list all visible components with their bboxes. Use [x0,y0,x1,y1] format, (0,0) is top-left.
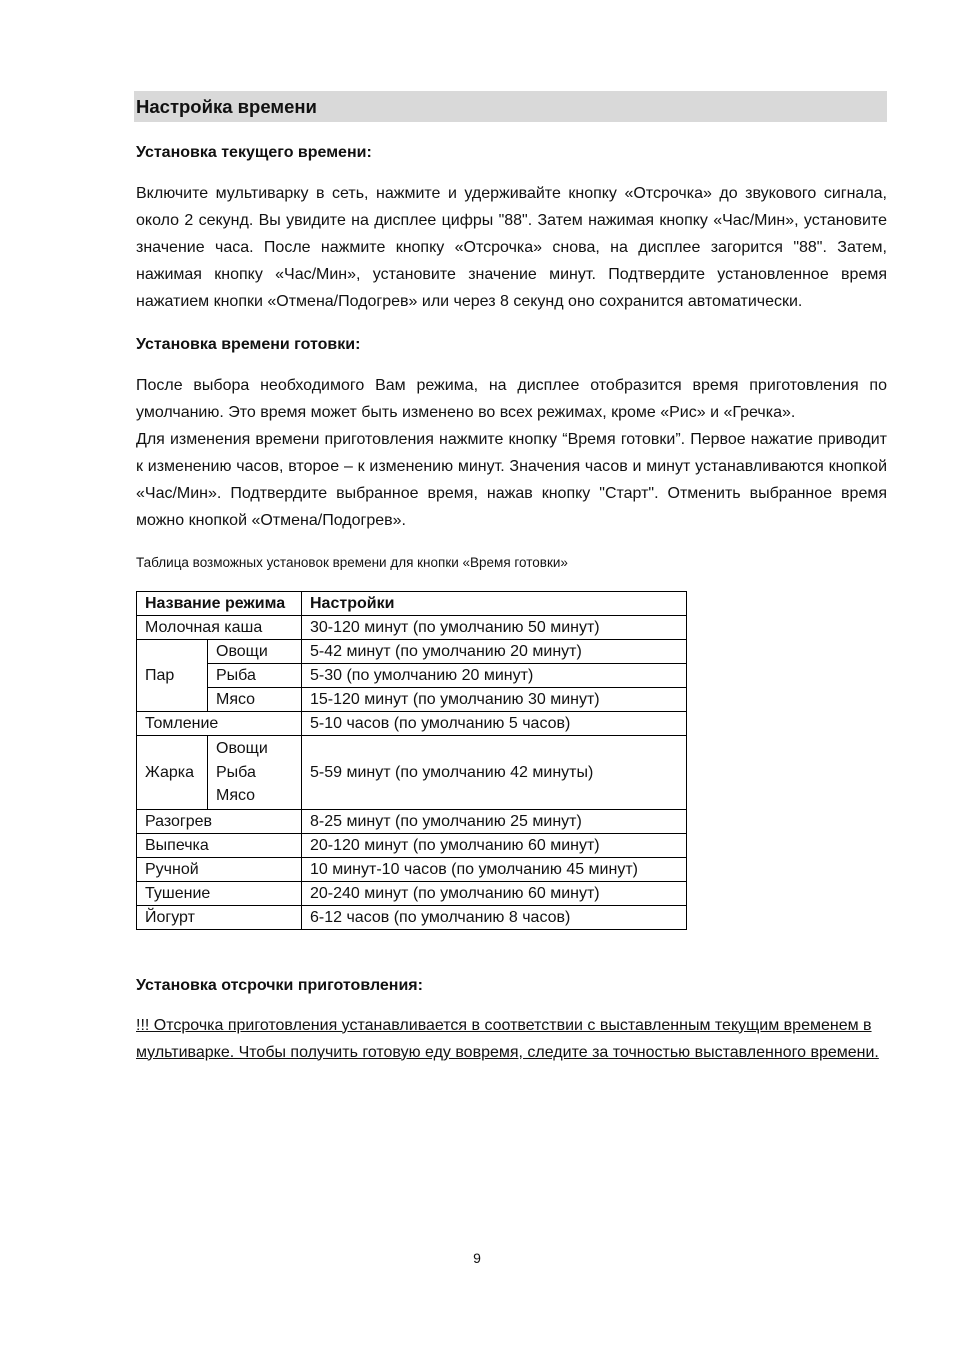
table-row [137,640,687,664]
table-row [137,712,687,736]
table-row [137,905,687,929]
mode-setting: 15-120 минут (по умолчанию 30 минут) [302,688,687,712]
table-caption: Таблица возможных установок времени для кнопки «Время готовки» [136,555,568,570]
mode-name: Выпечка [137,833,302,857]
table-row [137,809,687,833]
mode-setting: 10 минут-10 часов (по умолчанию 45 минут) [302,857,687,881]
page-number: 9 [473,1250,481,1266]
mode-setting: 5-59 минут (по умолчанию 42 минуты) [302,736,687,810]
mode-name: Жарка [137,736,208,810]
header-mode: Название режима [137,592,302,616]
current-time-heading: Установка текущего времени: [136,144,372,161]
mode-subtype: Рыба [208,664,302,688]
cook-time-heading: Установка времени готовки: [136,336,361,353]
table-row [137,736,687,810]
mode-subtype: Овощи [208,640,302,664]
mode-setting: 30-120 минут (по умолчанию 50 минут) [302,616,687,640]
cook-time-paragraph-2: Для изменения времени приготовления нажмите кнопку “Время готовки”. Первое нажатие приводит к изменению часов, второе – к изменению минут. Значения часов и минут устанавливаются кнопкой «Час/Мин». Подтвердите выбранное время, нажав кнопку "Старт". Отменить выбранное время можно кнопкой «Отмена/Подогрев». [136,431,887,529]
table-row [137,881,687,905]
cook-time-paragraph-1: После выбора необходимого Вам режима, на дисплее отобразится время приготовления по умолчанию. Это время может быть изменено во всех режимах, кроме «Рис» и «Гречка». [136,377,887,421]
mode-subtype: Рыба [216,763,256,781]
table-row [137,688,687,712]
section-title: Настройка времени [134,91,887,122]
table-row [137,833,687,857]
mode-setting: 5-42 минут (по умолчанию 20 минут) [302,640,687,664]
header-settings: Настройки [302,592,687,616]
mode-setting: 20-120 минут (по умолчанию 60 минут) [302,833,687,857]
table-row [137,616,687,640]
mode-name: Томление [137,712,302,736]
table-row [137,664,687,688]
cook-time-text [136,372,887,534]
mode-name: Ручной [137,857,302,881]
modes-table [136,591,687,930]
mode-name: Молочная каша [137,616,302,640]
current-time-paragraph: Включите мультиварку в сеть, нажмите и удерживайте кнопку «Отсрочка» до звукового сигнала, около 2 секунд. Вы увидите на дисплее цифры "88". Затем нажимая кнопку «Час/Мин», установите значение часа. После нажмите кнопку «Отсрочка» снова, на дисплее загорится "88". Затем, нажимая кнопку «Час/Мин», установите значение минут. Подтвердите установленное время нажатием кнопки «Отмена/Подогрев» или через 8 секунд оно сохранится автоматически. [136,185,887,310]
mode-setting: 5-10 часов (по умолчанию 5 часов) [302,712,687,736]
mode-setting: 5-30 (по умолчанию 20 минут) [302,664,687,688]
delay-warning: !!! Отсрочка приготовления устанавливается в соответствии с выставленным текущим временем в мультиварке. Чтобы получить готовую еду вовремя, следите за точностью выставленного времени. [136,1016,879,1061]
mode-name: Разогрев [137,809,302,833]
mode-subtype: Мясо [208,688,302,712]
document-page [136,91,887,1066]
mode-subtype: Овощи [216,740,268,757]
current-time-text [136,180,887,315]
table-header-row [137,592,687,616]
mode-subtype: Мясо [216,787,256,804]
mode-subtypes [208,736,302,810]
mode-name: Пар [137,640,208,712]
mode-name: Йогурт [137,905,302,929]
table-row [137,857,687,881]
mode-setting: 8-25 минут (по умолчанию 25 минут) [302,809,687,833]
delay-heading: Установка отсрочки приготовления: [136,976,423,994]
mode-setting: 20-240 минут (по умолчанию 60 минут) [302,881,687,905]
mode-name: Тушение [137,881,302,905]
mode-setting: 6-12 часов (по умолчанию 8 часов) [302,905,687,929]
